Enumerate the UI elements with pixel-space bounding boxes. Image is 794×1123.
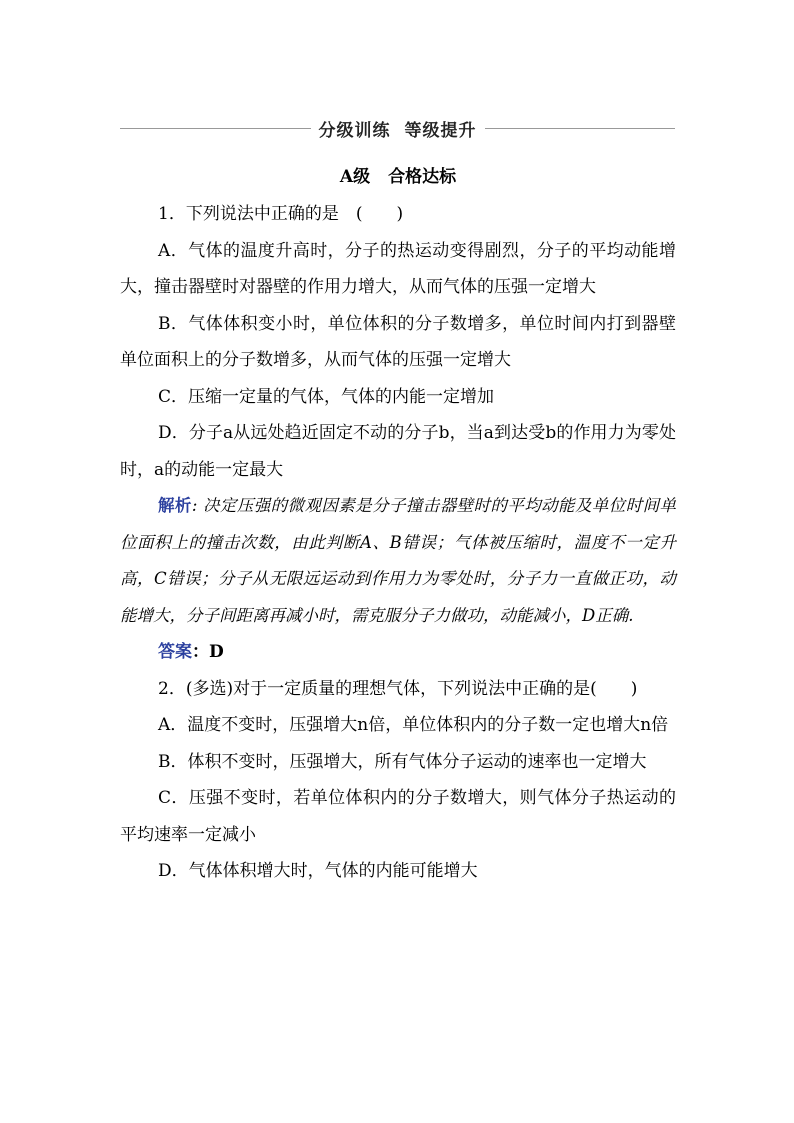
document-body bbox=[120, 158, 676, 890]
level-label: A级 bbox=[339, 167, 371, 187]
q1-option-b: B．气体体积变小时，单位体积的分子数增多，单位时间内打到器壁单位面积上的分子数增多，从而气体的压强一定增大 bbox=[120, 313, 676, 370]
q2-stem: 2．(多选)对于一定质量的理想气体，下列说法中正确的是( ) bbox=[158, 678, 638, 699]
banner-right-text: 等级提升 bbox=[404, 120, 477, 141]
level-title: 合格达标 bbox=[388, 167, 457, 187]
q2-option-d: D．气体体积增大时，气体的内能可能增大 bbox=[158, 861, 478, 881]
banner-right-rule bbox=[485, 128, 676, 129]
q1-analysis-text: : 决定压强的微观因素是分子撞击器壁时的平均动能及单位时间单位面积上的撞击次数，由此判断A、B错误；气体被压缩时，温度不一定升高，C错误；分子从无限远运动到作用力为零处时，分子力一直做正功，动能增大，分子间距离再减小时，需克服分子力做功，动能减小，D正确. bbox=[120, 496, 676, 625]
banner-left-text: 分级训练 bbox=[318, 120, 391, 141]
q1-option-c: C．压缩一定量的气体，气体的内能一定增加 bbox=[158, 386, 495, 407]
q1-answer-label: 答案 bbox=[158, 642, 192, 662]
q1-option-d: D．分子a从远处趋近固定不动的分子b，当a到达受b的作用力为零处时，a的动能一定最大 bbox=[120, 423, 676, 480]
q2-option-b: B．体积不变时，压强增大，所有气体分子运动的速率也一定增大 bbox=[158, 751, 647, 772]
q1-analysis-label: 解析 bbox=[158, 496, 192, 515]
q2-option-a: A．温度不变时，压强增大n倍，单位体积内的分子数一定也增大n倍 bbox=[158, 715, 669, 735]
q2-option-c: C．压强不变时，若单位体积内的分子数增大，则气体分子热运动的平均速率一定减小 bbox=[120, 788, 676, 845]
q1-stem: 1．下列说法中正确的是 ( ) bbox=[158, 204, 404, 224]
banner-left-rule bbox=[120, 128, 311, 129]
banner-title bbox=[319, 116, 477, 141]
level-heading bbox=[120, 158, 676, 196]
section-banner bbox=[120, 114, 675, 142]
q1-answer bbox=[120, 634, 676, 671]
q1-analysis bbox=[120, 488, 676, 634]
q1-answer-value: ：D bbox=[192, 642, 224, 662]
q1-option-a: A．气体的温度升高时，分子的热运动变得剧烈，分子的平均动能增大，撞击器壁时对器壁的作用力增大，从而气体的压强一定增大 bbox=[120, 240, 676, 297]
